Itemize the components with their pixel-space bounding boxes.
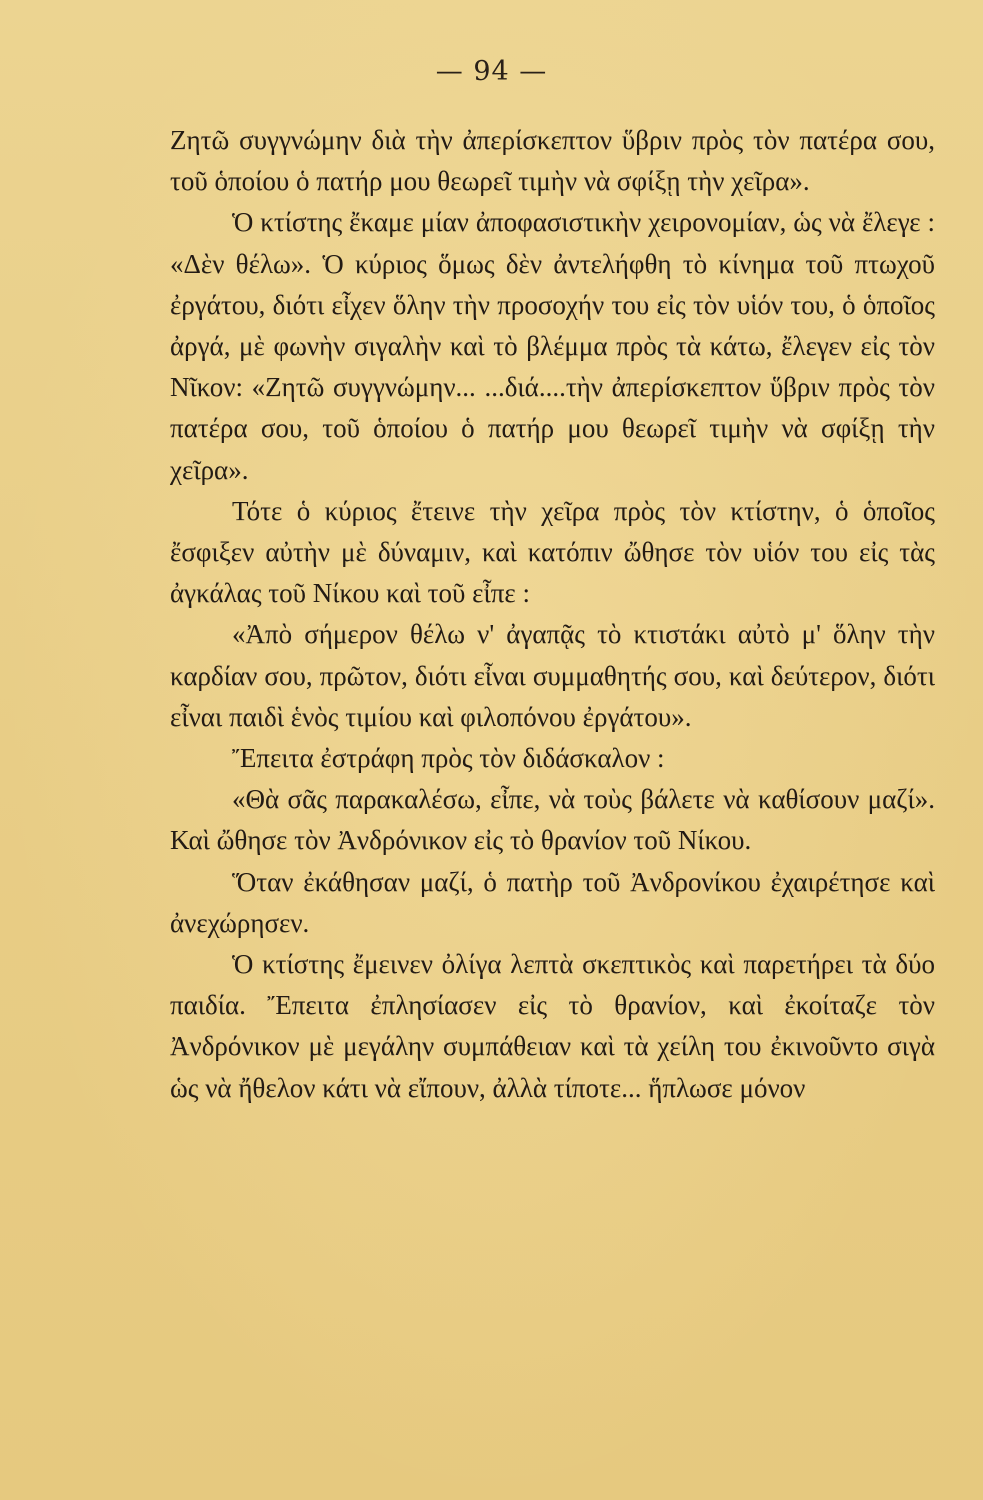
paragraph-2: Ὁ κτίστης ἔκαμε μίαν ἀποφασιστικὴν χειρονομίαν, ὡς νὰ ἔλεγε : «Δὲν θέλω». Ὁ κύριος ὅμως δὲν ἀντελήφθη τὸ κίνημα τοῦ πτωχοῦ ἐργάτου, διότι εἶχεν ὅλην τὴν προσοχήν του εἰς τὸν υἱόν του, ὁ ὁποῖος ἀργά, μὲ φωνὴν σιγαλὴν καὶ τὸ βλέμμα πρὸς τὰ κάτω, ἔλεγεν εἰς τὸν Νῖκον: «Ζητῶ συγγνώμην... ...διά....τὴν ἀπερίσκεπτον ὕβριν πρὸς τὸν πατέρα σου, τοῦ ὁποίου ὁ πατήρ μου θεωρεῖ τιμὴν νὰ σφίξῃ τὴν χεῖρα». — [170, 207, 935, 485]
paragraph-7: Ὅταν ἐκάθησαν μαζί, ὁ πατὴρ τοῦ Ἀνδρονίκου ἐχαιρέτησε καὶ ἀνεχώρησεν. — [170, 866, 935, 938]
paragraph-4: «Ἀπὸ σήμερον θέλω ν' ἀγαπᾷς τὸ κτιστάκι αὐτὸ μ' ὅλην τὴν καρδίαν σου, πρῶτον, διότι εἶναι συμμαθητής σου, καὶ δεύτερον, διότι εἶναι παιδὶ ἑνὸς τιμίου καὶ φιλοπόνου ἐργάτου». — [170, 619, 935, 732]
body-text — [170, 120, 935, 1109]
paragraph-8: Ὁ κτίστης ἔμεινεν ὀλίγα λεπτὰ σκεπτικὸς καὶ παρετήρει τὰ δύο παιδία. Ἔπειτα ἐπλησίασεν εἰς τὸ θρανίον, καὶ ἐκοίταζε τὸν Ἀνδρόνικον μὲ μεγάλην συμπάθειαν καὶ τὰ χείλη του ἐκινοῦντο σιγὰ ὡς νὰ ἤθελον κάτι νὰ εἴπουν, ἀλλὰ τίποτε... ἥπλωσε μόνον — [170, 949, 935, 1103]
paragraph-3: Τότε ὁ κύριος ἔτεινε τὴν χεῖρα πρὸς τὸν κτίστην, ὁ ὁποῖος ἔσφιξεν αὐτὴν μὲ δύναμιν, καὶ κατόπιν ὤθησε τὸν υἱόν του εἰς τὰς ἀγκάλας τοῦ Νίκου καὶ τοῦ εἶπε : — [170, 495, 935, 609]
paragraph-6: «Θὰ σᾶς παρακαλέσω, εἶπε, νὰ τοὺς βάλετε νὰ καθίσουν μαζί». Καὶ ὤθησε τὸν Ἀνδρόνικον εἰς τὸ θρανίον τοῦ Νίκου. — [170, 784, 935, 856]
paragraph-5: Ἔπειτα ἐστράφη πρὸς τὸν διδάσκαλον : — [232, 743, 665, 774]
page-number: — 94 — — [435, 56, 548, 87]
paragraph-1: Ζητῶ συγγνώμην διὰ τὴν ἀπερίσκεπτον ὕβριν πρὸς τὸν πατέρα σου, τοῦ ὁποίου ὁ πατήρ μου θεωρεῖ τιμὴν νὰ σφίξῃ τὴν χεῖρα». — [170, 125, 935, 197]
